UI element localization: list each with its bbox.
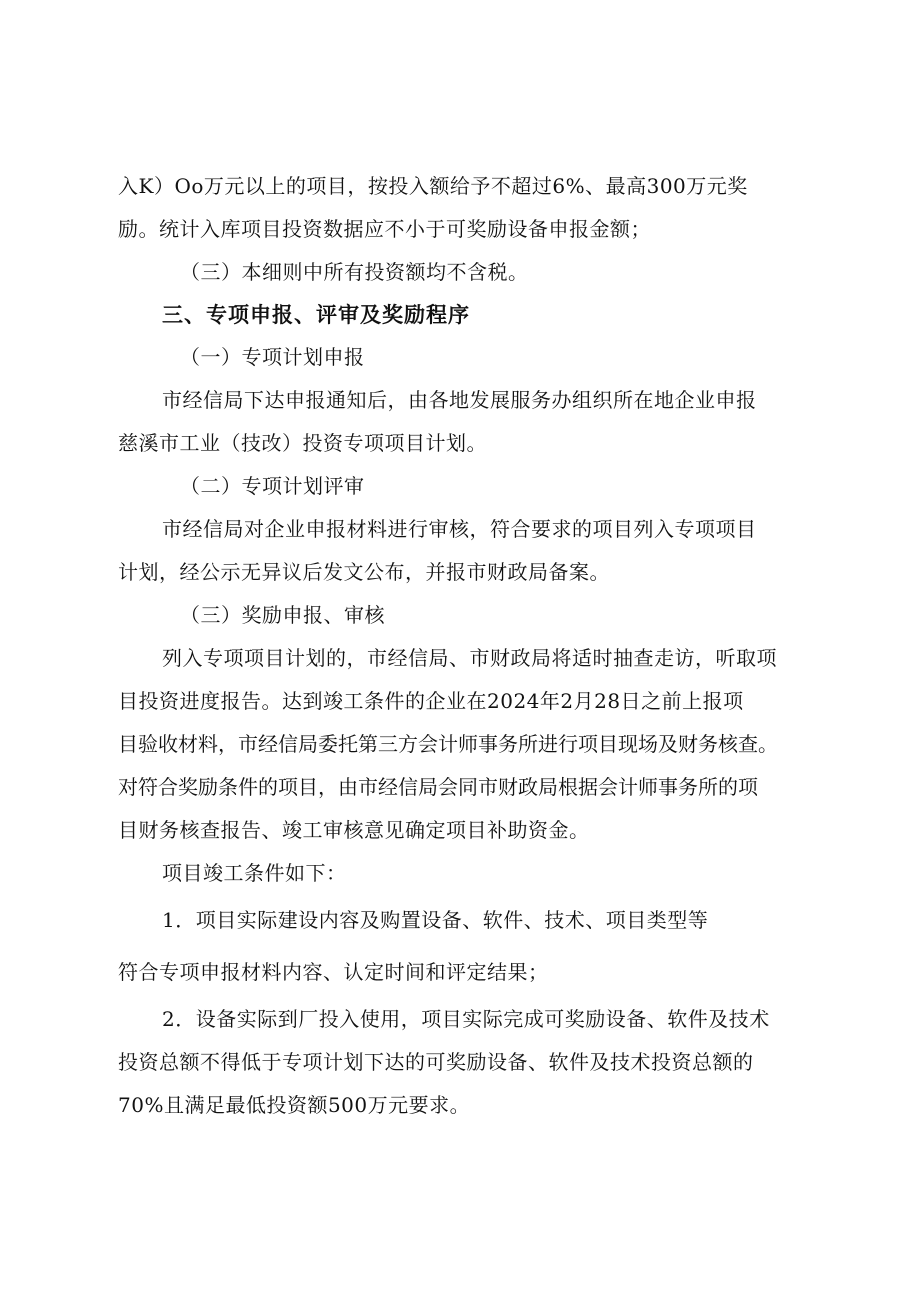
subsection-heading: （三）奖励申报、审核 (180, 603, 385, 627)
paragraph-line: 列入专项项目计划的，市经信局、市财政局将适时抽查走访，听取项 (162, 646, 777, 670)
paragraph-line: 入K）Oo万元以上的项目，按投入额给予不超过6%、最高300万元奖 (118, 174, 748, 198)
list-item-line: 1．项目实际建设内容及购置设备、软件、技术、项目类型等 (162, 908, 709, 932)
paragraph-line: 对符合奖励条件的项目，由市经信局会同市财政局根据会计师事务所的项 (118, 775, 758, 799)
list-item-line: 70%且满足最低投资额500万元要求。 (118, 1093, 471, 1117)
paragraph-line: 市经信局下达申报通知后，由各地发展服务办组织所在地企业申报 (162, 388, 757, 412)
list-item-line: 符合专项申报材料内容、认定时间和评定结果； (118, 960, 549, 984)
subsection-heading: （二）专项计划评审 (180, 474, 365, 498)
sub-item-line: （三）本细则中所有投资额均不含税。 (180, 260, 529, 284)
subsection-heading: （一）专项计划申报 (180, 345, 365, 369)
paragraph-line: 目财务核查报告、竣工审核意见确定项目补助资金。 (118, 818, 590, 842)
paragraph-line: 市经信局对企业申报材料进行审核，符合要求的项目列入专项项目 (162, 517, 757, 541)
paragraph-line: 目投资进度报告。达到竣工条件的企业在2024年2月28日之前上报项 (118, 689, 744, 713)
paragraph-line: 项目竣工条件如下： (162, 861, 347, 885)
section-heading: 三、专项申报、评审及奖励程序 (162, 303, 470, 327)
paragraph-line: 计划，经公示无异议后发文公布，并报市财政局备案。 (118, 560, 610, 584)
paragraph-line: 慈溪市工业（技改）投资专项项目计划。 (118, 431, 487, 455)
list-item-line: 2．设备实际到厂投入使用，项目实际完成可奖励设备、软件及技术 (162, 1007, 770, 1031)
list-item-line: 投资总额不得低于专项计划下达的可奖励设备、软件及技术投资总额的 (118, 1050, 754, 1074)
paragraph-line: 励。统计入库项目投资数据应不小于可奖励设备申报金额； (118, 217, 651, 241)
paragraph-line: 目验收材料，市经信局委托第三方会计师事务所进行项目现场及财务核查。 (118, 732, 778, 756)
